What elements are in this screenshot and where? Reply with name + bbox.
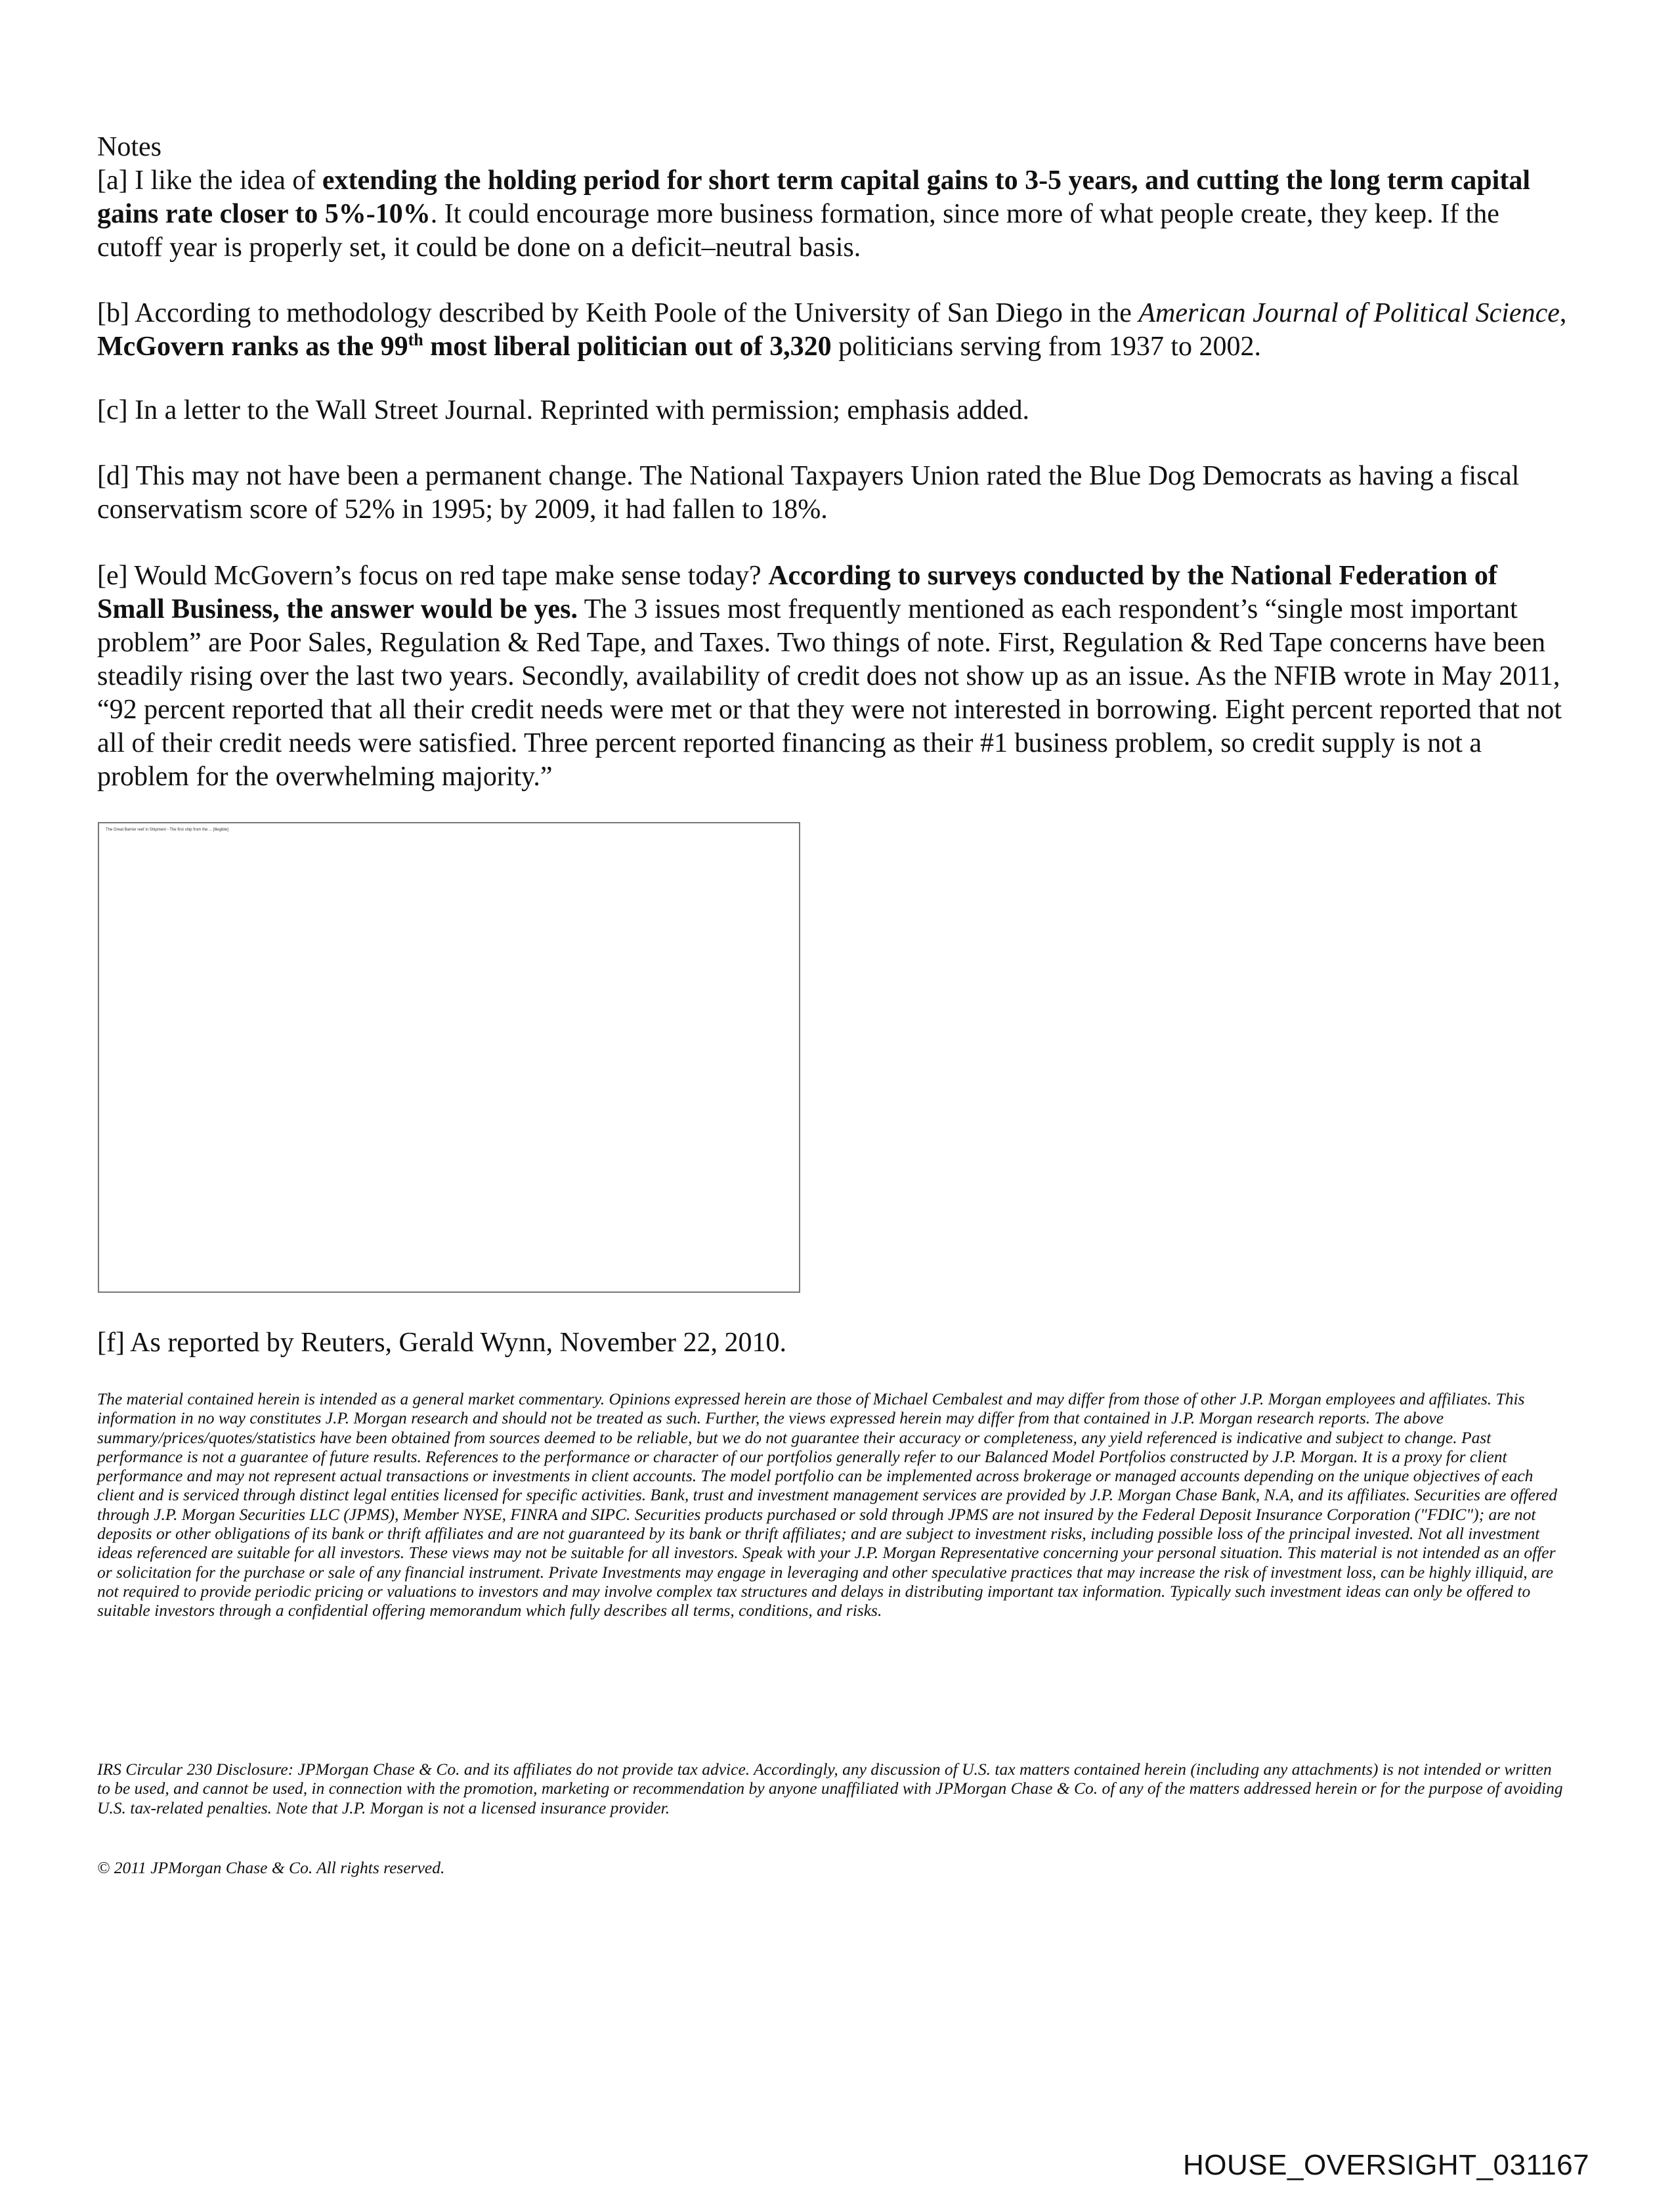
note-b-emphasis-pre: McGovern ranks as the 99 <box>97 332 408 362</box>
note-e-intro: [e] Would McGovern’s focus on red tape make sense today? <box>97 561 769 591</box>
note-a-intro: [a] I like the idea of <box>97 165 322 196</box>
irs-disclosure: IRS Circular 230 Disclosure: JPMorgan Chase & Co. and its affiliates do not provide tax advice. Accordingly, any discussion of U.S. tax matters contained herein (including any attachments) is not intended or written to be used, and cannot be used, in connection with the promotion, marketing or recommendation by anyone unaffiliated with JPMorgan Chase & Co. of any of the matters addressed herein or for the purpose of avoiding U.S. tax-related penalties. Note that J.P. Morgan is not a licensed insurance provider. <box>97 1760 1563 1817</box>
note-b-superscript: th <box>408 330 423 349</box>
note-b <box>97 297 1568 364</box>
note-d: [d] This may not have been a permanent change. The National Taxpayers Union rated the Blue Dog Democrats as having a fiscal conservatism score of 52% in 1995; by 2009, it had fallen to 18%. <box>97 461 1520 525</box>
note-c: [c] In a letter to the Wall Street Journal. Reprinted with permission; emphasis added. <box>97 395 1029 425</box>
blank-figure-frame <box>98 822 800 1293</box>
document-id-stamp: HOUSE_OVERSIGHT_031167 <box>1183 2149 1590 2181</box>
notes-heading: Notes <box>97 132 161 162</box>
note-e-emphasis: According to surveys conducted by the National Federation of Small Business, the answer would be yes. <box>97 561 1497 624</box>
note-f: [f] As reported by Reuters, Gerald Wynn, November 22, 2010. <box>97 1328 786 1358</box>
note-b-comma: , <box>1559 298 1567 328</box>
figure-caption-tiny: The Great Barrier reef in Shipment - The first ship from the ... [illegible] <box>106 828 228 832</box>
note-e-body: The 3 issues most frequently mentioned as each respondent’s “single most important problem” are Poor Sales, Regulation & Red Tape, and Taxes. Two things of note. First, Regulation & Red Tape concerns have been steadily rising over the last two years. Secondly, availability of credit does not show up as an issue. As the NFIB wrote in May 2011, “92 percent reported that all their credit needs were met or that they were not interested in borrowing. Eight percent reported that not all of their credit needs were satisfied. Three percent reported financing as their #1 business problem, so credit supply is not a problem for the overwhelming majority.” <box>97 594 1562 792</box>
note-a-emphasis: extending the holding period for short term capital gains to 3-5 years, and cutting the long term capital gains rate closer to 5%-10% <box>97 165 1530 229</box>
legal-disclaimer: The material contained herein is intended as a general market commentary. Opinions expressed herein are those of Michael Cembalest and may differ from those of other J.P. Morgan employees and affiliates. This information in no way constitutes J.P. Morgan research and should not be treated as such. Further, the views expressed herein may differ from that contained in J.P. Morgan research reports. The above summary/prices/quotes/statistics have been obtained from sources deemed to be reliable, but we do not guarantee their accuracy or completeness, any yield referenced is indicative and subject to change. Past performance is not a guarantee of future results. References to the performance or character of our portfolios generally refer to our Balanced Model Portfolios constructed by J.P. Morgan. It is a proxy for client performance and may not represent actual transactions or investments in client accounts. The model portfolio can be implemented across brokerage or managed accounts depending on the unique objectives of each client and is serviced through distinct legal entities licensed for specific activities. Bank, trust and investment management services are provided by J.P. Morgan Chase Bank, N.A, and its affiliates. Securities are offered through J.P. Morgan Securities LLC (JPMS), Member NYSE, FINRA and SIPC. Securities products purchased or sold through JPMS are not insured by the Federal Deposit Insurance Corporation ("FDIC"); are not deposits or other obligations of its bank or thrift affiliates and are not guaranteed by its bank or thrift affiliates; and are subject to investment risks, including possible loss of the principal invested. Not all investment ideas referenced are suitable for all investors. These views may not be suitable for all investors. Speak with your J.P. Morgan Representative concerning your personal situation. This material is not intended as an offer or solicitation for the purchase or sale of any financial instrument. Private Investments may engage in leveraging and other speculative practices that may increase the risk of investment loss, can be highly illiquid, are not required to provide periodic pricing or valuations to investors and may involve complex tax structures and delays in distributing important tax information. Typically such investment ideas can only be offered to suitable investors through a confidential offering memorandum which fully describes all terms, conditions, and risks. <box>97 1389 1557 1620</box>
note-e <box>97 559 1568 794</box>
copyright-notice: © 2011 JPMorgan Chase & Co. All rights reserved. <box>97 1858 445 1877</box>
note-b-journal: American Journal of Political Science <box>1138 298 1560 328</box>
note-a <box>97 164 1568 265</box>
note-b-body: politicians serving from 1937 to 2002. <box>831 332 1262 362</box>
note-b-intro: [b] According to methodology described by Keith Poole of the University of San Diego in the <box>97 298 1139 328</box>
note-a-body: . It could encourage more business formation, since more of what people create, they keep. If the cutoff year is properly set, it could be done on a deficit–neutral basis. <box>97 199 1499 263</box>
note-b-emphasis <box>97 332 832 362</box>
note-b-emphasis-post: most liberal politician out of 3,320 <box>423 332 832 362</box>
